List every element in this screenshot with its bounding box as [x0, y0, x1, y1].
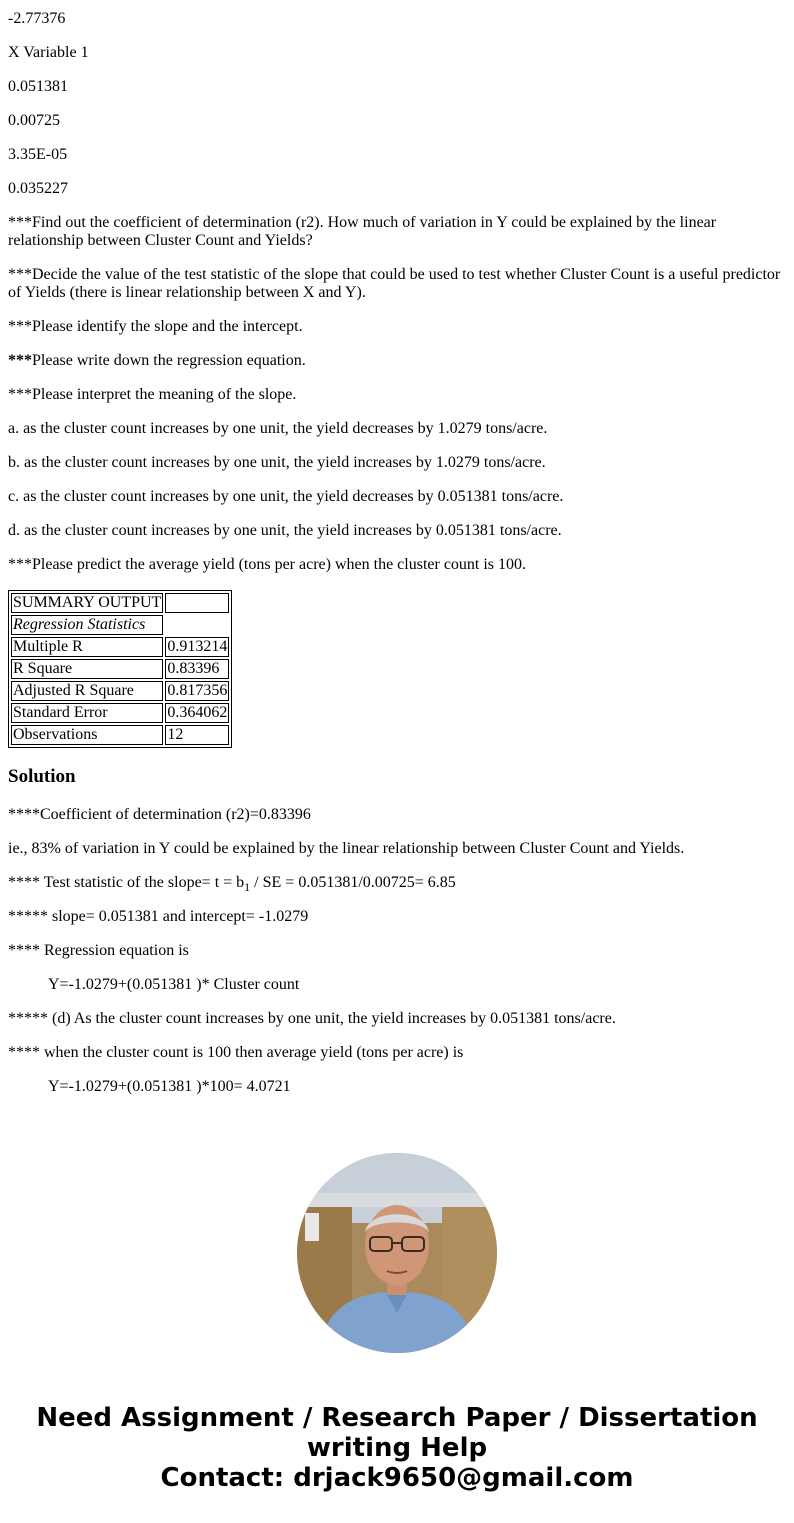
table-blank-cell: [165, 593, 229, 613]
option-d: d. as the cluster count increases by one unit, the yield increases by 0.051381 tons/acre.: [8, 522, 562, 539]
intro-value: 0.00725: [8, 112, 60, 129]
question-interpret-slope: ***Please interpret the meaning of the slope.: [8, 386, 297, 403]
question-slope-intercept: ***Please identify the slope and the intercept.: [8, 318, 303, 335]
solution-r2-interpretation: ie., 83% of variation in Y could be explained by the linear relationship between Cluster Count and Yields.: [8, 840, 685, 857]
question-stars: ***: [8, 352, 32, 369]
footer-contact: [0, 1403, 794, 1493]
table-value-cell: 0.913214: [167, 638, 228, 655]
table-row: [11, 681, 229, 701]
intro-value: 0.051381: [8, 78, 68, 95]
intro-value: 0.035227: [8, 180, 68, 197]
footer-tagline: Need Assignment / Research Paper / Dissertation writing Help: [36, 1403, 758, 1463]
table-label-cell: Observations: [11, 725, 163, 745]
solution-prediction: Y=-1.0279+(0.051381 )*100= 4.0721: [48, 1078, 291, 1095]
option-c: c. as the cluster count increases by one unit, the yield decreases by 0.051381 tons/acre.: [8, 488, 564, 505]
option-a: a. as the cluster count increases by one unit, the yield decreases by 1.0279 tons/acre.: [8, 420, 548, 437]
solution-r2: ****Coefficient of determination (r2)=0.83396: [8, 806, 311, 823]
table-subheader-cell: Regression Statistics: [11, 615, 163, 635]
solution-slope-intercept: ***** slope= 0.051381 and intercept= -1.0279: [8, 908, 309, 925]
footer-email: Contact: drjack9650@gmail.com: [160, 1463, 634, 1493]
solution-interpretation: ***** (d) As the cluster count increases by one unit, the yield increases by 0.051381 tons/acre.: [8, 1010, 616, 1027]
solution-equation: Y=-1.0279+(0.051381 )* Cluster count: [48, 976, 300, 993]
table-row: [11, 725, 229, 745]
table-row: [11, 659, 229, 679]
test-stat-prefix: **** Test statistic of the slope= t = b: [8, 874, 245, 891]
table-label-cell: R Square: [11, 659, 163, 679]
solution-test-statistic: [8, 874, 786, 895]
table-value-cell: 12: [165, 725, 229, 745]
intro-value: X Variable 1: [8, 44, 89, 61]
test-stat-subscript: 1: [244, 880, 251, 895]
question-regression-equation: [8, 352, 786, 370]
question-r2: ***Find out the coefficient of determination (r2). How much of variation in Y could be explained by the linear relationship between Cluster Count and Yields?: [8, 214, 717, 249]
table-label-cell: Multiple R: [11, 637, 163, 657]
solution-equation-intro: **** Regression equation is: [8, 942, 189, 959]
question-test-statistic: ***Decide the value of the test statistic of the slope that could be used to test whether Cluster Count is a useful predictor of Yields (there is linear relationship between X and Y).: [8, 266, 781, 301]
table-value-cell: 0.817356: [167, 682, 228, 699]
solution-prediction-intro: **** when the cluster count is 100 then average yield (tons per acre) is: [8, 1044, 464, 1061]
summary-output-table: [8, 590, 232, 748]
question-predict: ***Please predict the average yield (tons per acre) when the cluster count is 100.: [8, 556, 527, 573]
avatar-portrait-image: [297, 1153, 497, 1353]
table-label-cell: Standard Error: [11, 703, 163, 723]
document-body: [8, 0, 786, 1112]
table-header-cell: SUMMARY OUTPUT: [13, 594, 162, 611]
intro-value: 3.35E-05: [8, 146, 68, 163]
solution-heading: Solution: [8, 766, 76, 787]
table-row: [11, 703, 229, 723]
table-row: [11, 637, 229, 657]
author-avatar: [297, 1153, 497, 1353]
option-b: b. as the cluster count increases by one unit, the yield increases by 1.0279 tons/acre.: [8, 454, 546, 471]
table-row: [11, 615, 229, 635]
table-row: [11, 593, 229, 613]
intro-value: -2.77376: [8, 10, 66, 27]
table-value-cell: 0.364062: [167, 704, 228, 721]
question-text: Please write down the regression equation.: [32, 352, 306, 369]
test-stat-suffix: / SE = 0.051381/0.00725= 6.85: [250, 874, 456, 891]
table-label-cell: Adjusted R Square: [11, 681, 163, 701]
table-value-cell: 0.83396: [165, 659, 229, 679]
